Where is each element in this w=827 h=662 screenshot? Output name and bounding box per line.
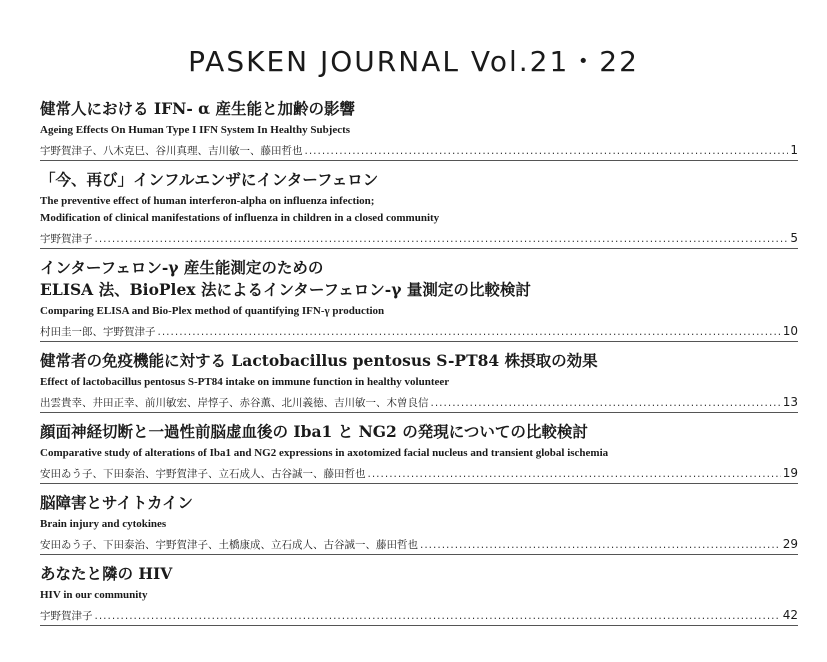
dot-leader [95,607,781,625]
article-authors: 安田ゐう子、下田泰治、宇野賀津子、土橋康成、立石成人、古谷誠一、藤田哲也 [40,539,418,551]
dot-leader [431,394,781,412]
page-number: 5 [790,231,798,245]
toc-entry [40,563,798,626]
dot-leader [368,465,781,483]
article-title-en: Brain injury and cytokines [40,518,167,530]
article-title-jp: 健常人における IFN- α 産生能と加齢の影響 [40,99,355,118]
article-title-en: Ageing Effects On Human Type I IFN System In Healthy Subjects [40,124,351,136]
page-number: 19 [782,466,798,480]
page-number: 10 [782,324,798,338]
article-authors: 村田圭一郎、宇野賀津子 [40,326,156,338]
authors-line [40,393,798,412]
authors-line [40,229,798,248]
page-number: 1 [790,143,798,157]
article-title-jp: 「今、再び」インフルエンザにインターフェロン [40,170,379,189]
authors-line [40,535,798,554]
article-title-jp: 顔面神経切断と一過性前脳虚血後の Iba1 と NG2 の発現についての比較検討 [40,422,588,441]
article-authors: 宇野賀津子 [40,233,93,245]
article-authors: 宇野賀津子 [40,610,93,622]
article-title-en: Comparing ELISA and Bio-Plex method of quantifying IFN-γ production [40,305,385,317]
article-authors: 安田ゐう子、下田泰治、宇野賀津子、立石成人、古谷誠一、藤田哲也 [40,468,366,480]
page-number: 29 [782,537,798,551]
table-of-contents [40,98,798,634]
toc-entry [40,492,798,555]
article-authors: 出雲貴幸、井田正幸、前川敏宏、岸惇子、赤谷薫、北川義徳、吉川敏一、木曽良信 [40,397,429,409]
journal-title: PASKEN JOURNAL Vol.21・22 [188,45,639,78]
toc-entry [40,421,798,484]
dot-leader [305,142,789,160]
authors-line [40,141,798,160]
article-title-en-line: The preventive effect of human interferon-alpha on influenza infection; [40,195,375,207]
page-number: 42 [782,608,798,622]
authors-line [40,322,798,341]
article-title-en: Effect of lactobacillus pentosus S-PT84 intake on immune function in healthy volunteer [40,376,450,388]
article-title-jp [40,257,798,301]
article-title-en: Comparative study of alterations of Iba1 and NG2 expressions in axotomized facial nucleus and transient global ischemia [40,447,609,459]
article-title-jp: 脳障害とサイトカイン [40,493,193,512]
toc-entry [40,350,798,413]
authors-line [40,606,798,625]
article-authors: 宇野賀津子、八木克巳、谷川真理、吉川敏一、藤田哲也 [40,145,303,157]
toc-entry [40,257,798,342]
article-title-jp-line: ELISA 法、BioPlex 法によるインターフェロン-γ 量測定の比較検討 [40,280,531,299]
article-title-en: HIV in our community [40,589,148,601]
toc-entry [40,169,798,249]
article-title-en-line: Modification of clinical manifestations of influenza in children in a closed community [40,212,440,224]
article-title-jp-line: インターフェロン-γ 産生能測定のための [40,258,324,277]
dot-leader [420,536,781,554]
dot-leader [95,230,789,248]
article-title-en [40,193,798,227]
article-title-jp: あなたと隣の HIV [40,564,173,583]
authors-line [40,464,798,483]
toc-entry [40,98,798,161]
article-title-jp: 健常者の免疫機能に対する Lactobacillus pentosus S-PT84 株摂取の効果 [40,351,598,370]
dot-leader [158,323,781,341]
page-number: 13 [782,395,798,409]
